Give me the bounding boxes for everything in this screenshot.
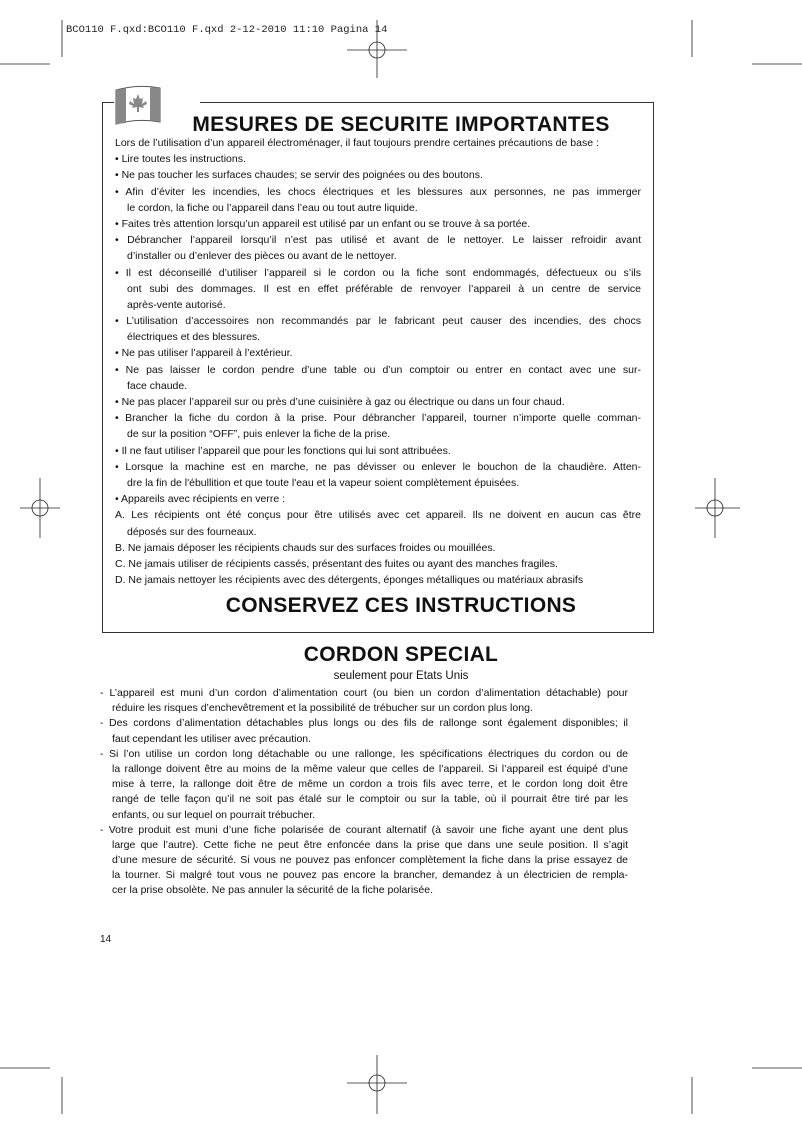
registration-mark-icon xyxy=(695,478,740,538)
safety-item xyxy=(115,265,641,314)
text-line: • Afin d’éviter les incendies, les chocs électriques et les blessures aux personnes, ne pas immerger xyxy=(115,185,641,198)
cordon-item xyxy=(100,686,628,716)
safety-item xyxy=(115,507,641,539)
safety-item xyxy=(115,216,641,232)
text-line: réduire les risques d’enchevêtrement et la possibilité de trébucher sur un cordon plus long. xyxy=(112,702,533,715)
page-title: MESURES DE SECURITE IMPORTANTES xyxy=(192,113,610,136)
text-line: le cordon, la fiche ou l’appareil dans l’eau ou tout autre liquide. xyxy=(127,201,418,214)
text-line: électriques et des blessures. xyxy=(127,331,261,344)
text-line: d’une mesure de sécurité. Si vous ne pouvez pas enfoncer complètement la fiche dans la prise essayez de xyxy=(112,854,628,867)
text-line: mise à terre, la rallonge doit être de même un cordon a trois fils avec terre, et le cordon long doit être xyxy=(112,778,628,791)
text-line: • Appareils avec récipients en verre : xyxy=(115,493,286,506)
text-line: de sur la position “OFF”, puis enlever la fiche de la prise. xyxy=(127,428,391,441)
text-line: • Il est déconseillé d’utiliser l’appareil si le cordon ou la fiche sont endommagés, défectueux ou s’ils xyxy=(115,266,641,279)
safety-item xyxy=(115,184,641,216)
text-line: - L’appareil est muni d’un cordon d’alimentation court (ou bien un cordon d’alimentation détachable) pour xyxy=(100,687,628,699)
page-number: 14 xyxy=(100,934,112,945)
text-line: • Ne pas laisser le cordon pendre d’une table ou d’un comptoir ou entrer en contact avec une sur- xyxy=(115,363,641,376)
text-line: faut cependant les utiliser avec précaution. xyxy=(112,732,312,745)
text-line: - Votre produit est muni d’une fiche polarisée de courant alternatif (à savoir une fiche ayant une dent plus xyxy=(100,823,628,836)
text-line: cer la prise obsolète. Ne pas annuler la sécurité de la fiche polarisée. xyxy=(112,884,434,897)
safety-item xyxy=(115,572,641,588)
text-line: face chaude. xyxy=(127,379,188,392)
safety-item xyxy=(115,459,641,491)
text-line: • Ne pas toucher les surfaces chaudes; se servir des poignées ou des boutons. xyxy=(115,169,483,182)
cordon-heading: CORDON SPECIAL xyxy=(303,643,499,666)
safety-item xyxy=(115,345,641,361)
text-line: • Il ne faut utiliser l’appareil que pour les fonctions qui lui sont attribuées. xyxy=(115,444,451,457)
text-line: la tourner. Si malgré tout vous ne pouvez pas encore la brancher, demandez à un électricien de rempla- xyxy=(112,869,628,882)
text-line: C. Ne jamais utiliser de récipients cassés, présentant des fuites ou ayant des manches fragiles. xyxy=(115,557,558,570)
safety-item xyxy=(115,232,641,264)
print-slug: BCO110 F.qxd:BCO110 F.qxd 2-12-2010 11:10 Pagina 14 xyxy=(66,24,388,36)
text-line: A. Les récipients ont été conçus pour être utilisés avec cet appareil. Ils ne doivent en aucun cas être xyxy=(115,509,641,522)
safety-item xyxy=(115,362,641,394)
text-line: - Des cordons d’alimentation détachables plus longs ou des fils de rallonge sont également disponibles; il xyxy=(100,717,628,730)
text-line: • Lorsque la machine est en marche, ne pas dévisser ou enlever le bouchon de la chaudière. Atten- xyxy=(115,460,641,473)
text-line: • Ne pas placer l’appareil sur ou près d’une cuisinière à gaz ou électrique ou dans un four chaud. xyxy=(115,396,565,408)
cordon-item xyxy=(100,716,628,746)
text-line: la rallonge doivent être au moins de la même valeur que celles de l’appareil. Si l’appareil est équipé d’une xyxy=(112,762,628,775)
cordon-item xyxy=(100,823,628,899)
safety-item xyxy=(115,151,641,167)
safety-item xyxy=(115,135,641,151)
text-line: • Faites très attention lorsqu’un appareil est utilisé par un enfant ou se trouve à sa portée. xyxy=(115,217,531,230)
text-line: Lors de l’utilisation d’un appareil électroménager, il faut toujours prendre certaines précautions de base : xyxy=(115,137,599,149)
safety-list xyxy=(115,135,641,588)
cordon-subtitle: seulement pour Etats Unis xyxy=(333,670,469,682)
cordon-list xyxy=(100,686,628,899)
safety-item xyxy=(115,540,641,556)
safety-item xyxy=(115,394,641,410)
text-line: après-vente autorisé. xyxy=(127,298,226,311)
text-line: large que l’autre). Cette fiche ne peut être enfoncée dans la prise que dans une seule position. Il s’agit xyxy=(112,838,628,851)
text-line: • Débrancher l’appareil lorsqu’il n’est pas utilisé et avant de le nettoyer. Le laisser refroidir avant xyxy=(115,234,641,247)
cordon-item xyxy=(100,747,628,823)
registration-mark-icon xyxy=(20,478,60,538)
safety-item xyxy=(115,443,641,459)
text-line: • L’utilisation d’accessoires non recommandés par le fabricant peut causer des incendies, des chocs xyxy=(115,315,641,328)
conserve-heading: CONSERVEZ CES INSTRUCTIONS xyxy=(225,594,577,617)
text-line: - Si l’on utilise un cordon long détachable ou une rallonge, les spécifications électriques du cordon ou de xyxy=(100,747,628,760)
text-line: • Brancher la fiche du cordon à la prise. Pour débrancher l’appareil, tourner n’importe quelle comman- xyxy=(115,412,641,425)
text-line: dre la fin de l'ébullition et que toute l'eau et la vapeur soient complètement épuisées. xyxy=(127,476,520,489)
safety-item xyxy=(115,556,641,572)
text-line: ont subi des dommages. Il est en effet préférable de renvoyer l’appareil à un centre de service xyxy=(127,282,641,295)
text-line: • Lire toutes les instructions. xyxy=(115,153,246,166)
safety-item xyxy=(115,167,641,183)
divider xyxy=(200,102,653,103)
divider xyxy=(102,102,114,103)
safety-item xyxy=(115,491,641,507)
text-line: déposés sur des fourneaux. xyxy=(127,525,257,538)
text-line: d’installer ou d’enlever des pièces ou avant de le nettoyer. xyxy=(127,250,397,263)
text-line: B. Ne jamais déposer les récipients chauds sur des surfaces froides ou mouillées. xyxy=(115,541,496,554)
safety-item xyxy=(115,410,641,442)
registration-mark-icon xyxy=(347,1055,407,1114)
text-line: • Ne pas utiliser l’appareil à l’extérieur. xyxy=(115,347,293,360)
text-line: rangé de telle façon qu’il ne soit pas étalé sur le comptoir ou sur la table, où il pourrait être tiré par les xyxy=(112,793,628,806)
text-line: D. Ne jamais nettoyer les récipients avec des détergents, éponges métalliques ou matériaux abrasifs xyxy=(115,574,584,587)
text-line: enfants, ou sur lequel on pourrait trébucher. xyxy=(112,808,316,821)
safety-item xyxy=(115,313,641,345)
